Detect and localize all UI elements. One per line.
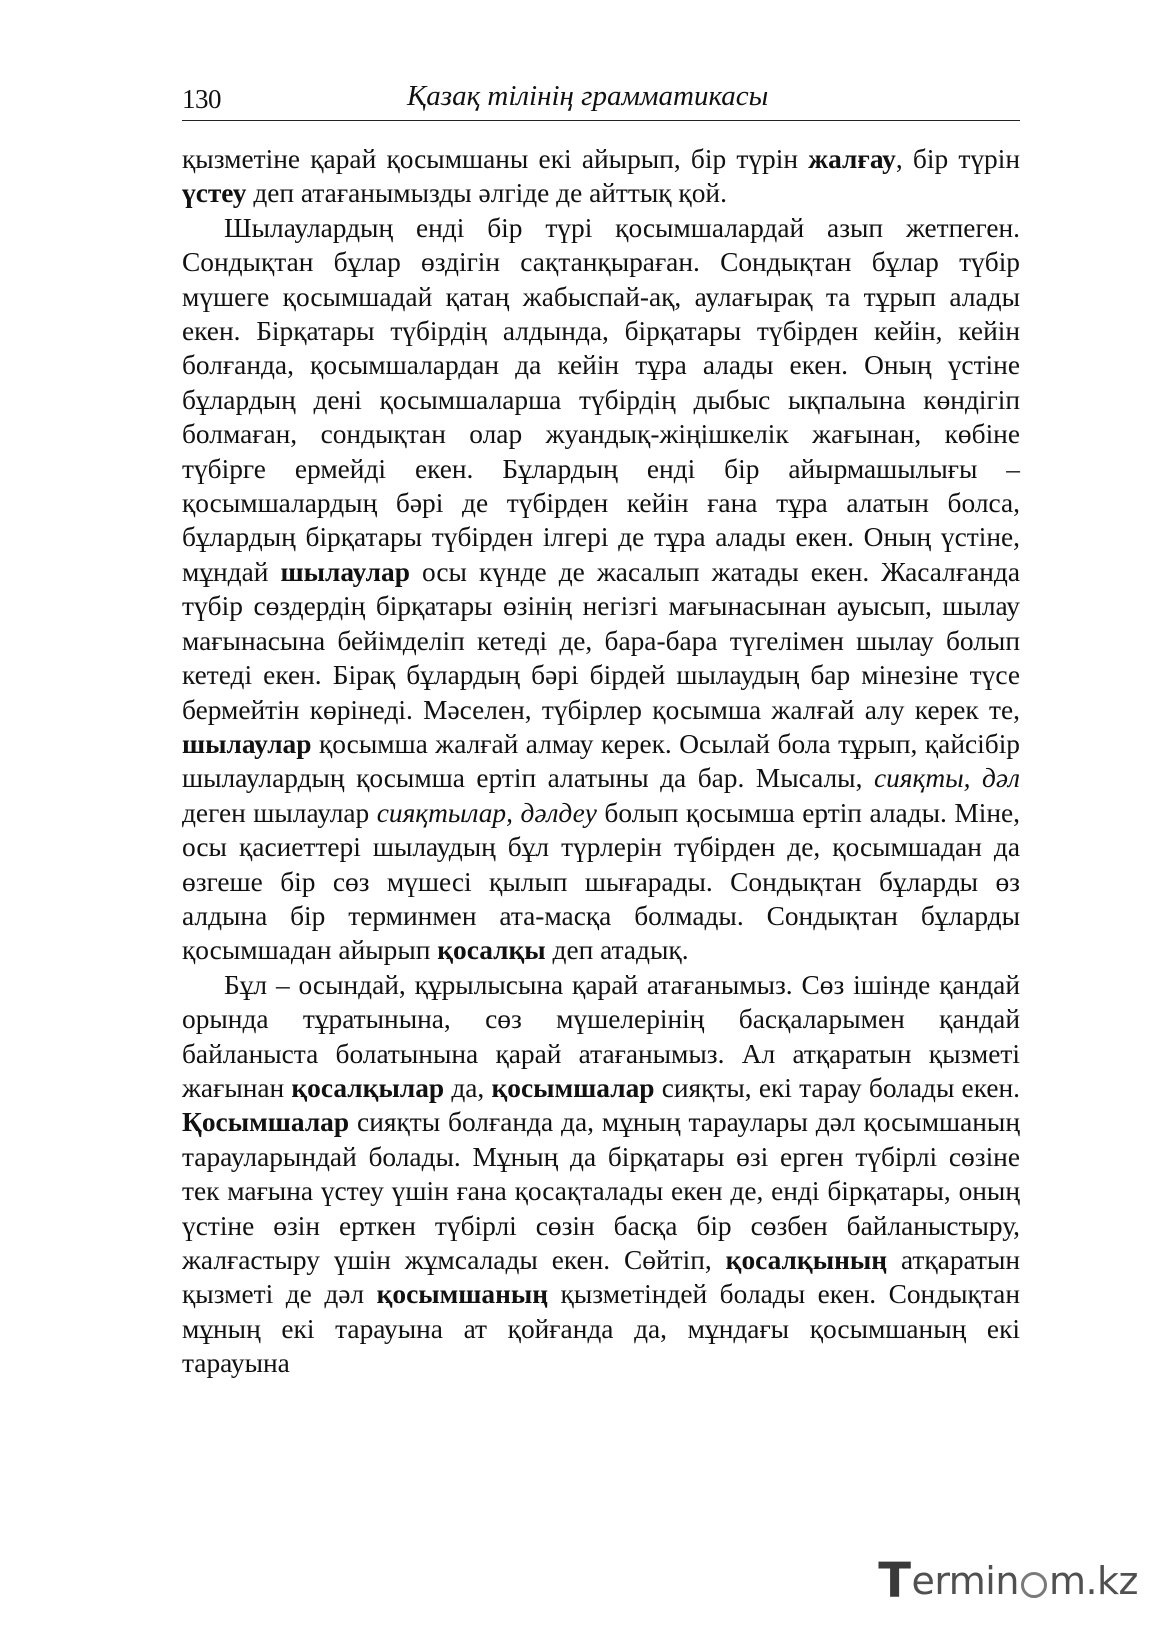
- example-words: сияқтылар, дәлдеу: [376, 797, 597, 828]
- text-run: қосымша жалғай алмау керек. Осылай бола тұрып, қайсібір шылаулардың қосымша ертіп алатыны да бар. Мысалы,: [182, 728, 1020, 794]
- text-run: Бұл – осындай, құрылысына қарай атағанымыз. Сөз ішінде қандай орында тұратынына, сөз мүшелерінің басқаларымен қандай байланыста болатынына қарай атағанымыз. Ал атқаратын қызметі жағынан: [182, 969, 1020, 1103]
- term-kosymshalar: Қосымшалар: [182, 1107, 350, 1138]
- paragraph-2: [182, 211, 1020, 968]
- term-kosalky: қосалқы: [437, 935, 546, 966]
- text-run: деп атағанымызды әлгіде де айттық қой.: [246, 178, 727, 209]
- text-run: , бір түрін: [895, 144, 1020, 174]
- paragraph-1: [182, 142, 1020, 211]
- paragraph-3: [182, 968, 1020, 1381]
- watermark-letter: T: [878, 1553, 911, 1609]
- page-number: 130: [182, 84, 221, 114]
- watermark-circle-icon: [1021, 1572, 1047, 1598]
- term-kosalkylar: қосалқылар: [291, 1072, 445, 1103]
- example-words: сияқты, дәл: [873, 763, 1020, 794]
- watermark-text: ermin: [911, 1559, 1019, 1603]
- term-shylaular: шылаулар: [182, 728, 312, 759]
- text-run: болып қосымша ертіп алады. Міне, осы қасиеттері шылаудың бұл түрлерін түбірден де, қосымшадан да өзгеше бір сөз мүшесі қылып шығарады. Сондықтан бұларды өз алдына бір терминмен ата-масқа болмады. Сондықтан бұларды қосымшадан айырып: [182, 797, 1020, 966]
- text-run: қызметіне қарай қосымшаны екі айырып, бір түрін: [182, 144, 809, 174]
- watermark-text: m.kz: [1048, 1559, 1138, 1603]
- text-run: деген шылаулар: [182, 797, 377, 828]
- term-zhalgau: жалғау: [808, 144, 896, 174]
- term-kosymshalar: қосымшалар: [491, 1072, 655, 1103]
- term-ustеu: үстеу: [182, 178, 247, 209]
- term-kosalkynyn: қосалқының: [725, 1245, 888, 1275]
- term-shylaular: шылаулар: [280, 556, 410, 587]
- watermark-logo: [878, 1553, 1138, 1609]
- text-run: да,: [444, 1072, 492, 1103]
- text-run: деп атадық.: [545, 935, 689, 966]
- running-title: Қазақ тілінің грамматикасы: [407, 80, 769, 112]
- text-run: сияқты болғанда да, мұның тараулары дәл қосымшаның тарауларындай болады. Мұның да бірқатары өзі ерген түбірлі сөзіне тек мағына үстеу үшін ғана қосақталады екен де, енді бірқатары, оның үстіне өзін ерткен түбірлі сөзін басқа бір сөзбен байланыстыру, жалғастыру үшін жұмсалады екен. Сөйтіп,: [182, 1107, 1020, 1275]
- text-run: осы күнде де жасалып жатады екен. Жасалғанда түбір сөздердің бірқатары өзінің негізгі мағынасынан ауысып, шылау мағынасына бейімделіп кетеді де, бара-бара түгелімен шылау болып кетеді екен. Бірақ бұлардың бәрі бірдей шылаудың бар мінезіне түсе бермейтін көрінеді. Мәселен, түбірлер қосымша жалғай алу керек те,: [182, 556, 1020, 725]
- text-run: атқаратын қызметі де дәл: [182, 1245, 1021, 1310]
- text-run: Шылаулардың енді бір түрі қосымшалардай азып жетпеген. Сондықтан бұлар өздігін сақтанқыраған. Сондықтан бұлар түбір мүшеге қосымшадай қатаң жабыспай-ақ, аулағырақ та тұрып алады екен. Бірқатары түбірдің алдында, бірқатары түбірден кейін, кейін болғанда, қосымшалардан да кейін тұра алады екен. Оның үстіне бұлардың дені қосымшаларша түбірдің дыбыс ықпалына көндігіп болмаған, сондықтан олар жуандық-жіңішкелік жағынан, көбіне түбірге ермейді екен. Бұлардың енді бір айырмашылығы – қосымшалардың бәрі де түбірден кейін ғана тұра алатын болса, бұлардың бірқатары түбірден ілгері де тұра алады екен. Оның үстіне, мұндай: [182, 212, 1020, 587]
- page-header: [182, 80, 1020, 121]
- term-kosymshanyn: қосымшаның: [376, 1279, 549, 1310]
- text-body: [182, 142, 1020, 1381]
- text-run: қызметіндей болады екен. Сондықтан мұның екі тарауына ат қойғанда да, мұндағы қосымшаның екі тарауына: [182, 1279, 1020, 1379]
- text-run: сияқты, екі тарау болады екен.: [654, 1072, 1020, 1103]
